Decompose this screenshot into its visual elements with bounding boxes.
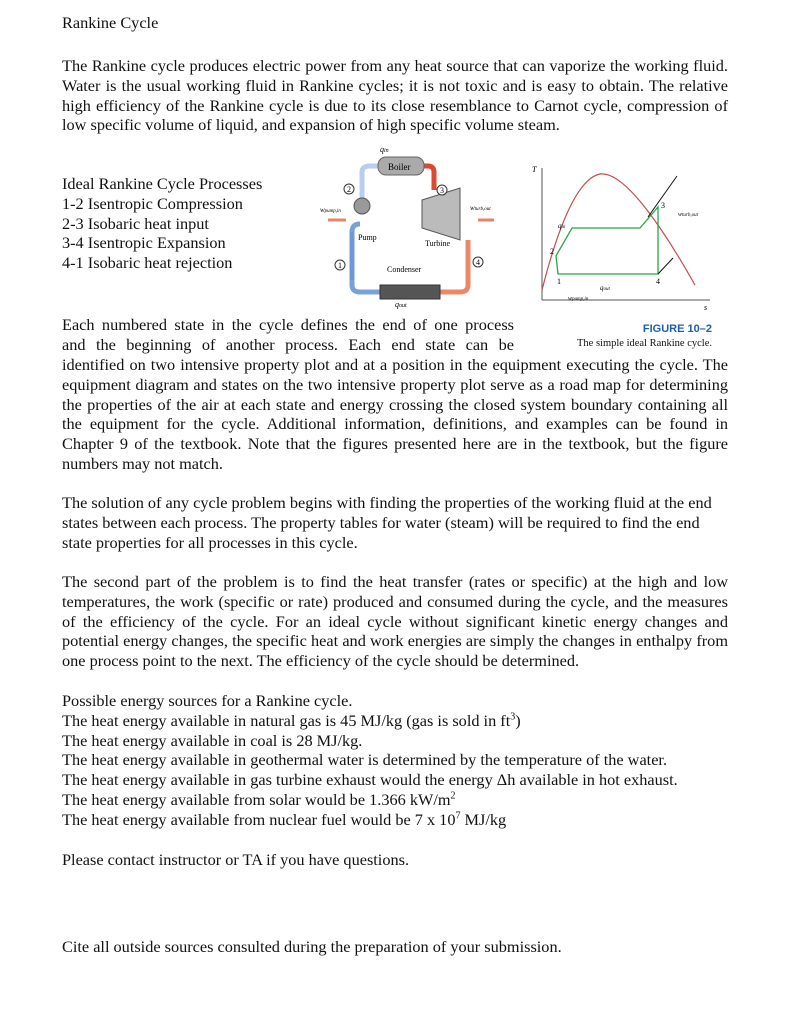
process-item: 1-2 Isentropic Compression [62,193,243,213]
figure-caption: The simple ideal Rankine cycle. [577,338,712,349]
text: The solution of any cycle problem begins with finding the properties of the working fluid at the end states between each process. The property tables for water (steam) will be required to find the end state properties for all processes in this cycle. [62,493,712,552]
svg-text:3: 3 [440,186,444,195]
cycle-path [556,207,658,274]
ts-q-in-label: qin [558,222,566,230]
text-line: Each numbered state in the cycle defines the end of one process [62,315,514,334]
saturation-dome [542,174,695,290]
source-geothermal: The heat energy available in geothermal water is determined by the temperature of the water. [62,750,668,770]
turbine-icon [422,188,460,240]
q-in-label: qin [380,145,389,154]
page-title: Rankine Cycle [62,13,159,32]
ts-diagram [530,160,720,315]
paragraph-states [62,355,728,474]
intro-paragraph [62,56,728,135]
svg-text:1: 1 [557,277,561,286]
pump-icon [354,198,370,214]
process-item: 2-3 Isobaric heat input [62,213,209,233]
source-nuclear: The heat energy available from nuclear fuel would be 7 x $10^7$ MJ/kg [62,809,507,829]
svg-text:2: 2 [347,185,351,194]
source-gas: The heat energy available in natural gas is 45 MJ/kg (gas is sold in $ft^3$) [62,710,521,730]
sources-heading: Possible energy sources for a Rankine cycle. [62,691,353,710]
w-pump-label: wpump,in [320,206,341,214]
condenser-label: Condenser [387,265,422,274]
intro-text: The Rankine cycle produces electric power from any heat source that can vaporize the working fluid. Water is the usual working fluid in Rankine cycles; it is not toxic and is easy to obtain. The relative high efficiency of the Rankine cycle is due to its close resemblance to Carnot cycle, compression of low specific volume of liquid, and expansion of high specific volume steam. [62,56,728,135]
paragraph-second-part [62,572,728,671]
boiler-label: Boiler [388,162,411,172]
source-coal: The heat energy available in coal is 28 MJ/kg. [62,730,363,750]
t-axis-label: T [532,165,537,174]
paragraph-solution [62,493,728,552]
s-axis-label: s [704,303,708,312]
text: The second part of the problem is to find the heat transfer (rates or specific) at the high and low temperatures, the work (specific or rate) produced and consumed during the cycle, and the measures of the efficiency of the cycle. For an ideal cycle without significant kinetic energy changes and potential energy changes, the specific heat and work energies are simply the changes in enthalpy from one process point to the next. The efficiency of the cycle should be determined. [62,572,728,671]
process-list [62,174,302,273]
svg-text:1: 1 [338,261,342,270]
process-item: 3-4 Isentropic Expansion [62,233,226,253]
svg-text:3: 3 [661,201,665,210]
ts-q-out-label: qout [600,284,610,292]
figure-number: FIGURE 10–2 [642,323,712,335]
process-list-heading: Ideal Rankine Cycle Processes [62,174,263,193]
process-item: 4-1 Isobaric heat rejection [62,253,233,273]
w-turb-label: wturb,out [470,204,491,212]
text-line: and the beginning of another process. Each end state can be [62,334,514,354]
svg-text:4: 4 [656,277,660,286]
condenser-icon [380,285,440,299]
contact-note: Please contact instructor or TA if you have questions. [62,850,410,869]
ts-w-turb-label: wturb,out [678,212,698,218]
energy-sources [62,691,728,830]
svg-text:2: 2 [550,247,554,256]
svg-text:4: 4 [476,258,480,267]
source-gas-turbine: The heat energy available in gas turbine exhaust would the energy Δh available in hot exhaust. [62,770,678,790]
pump-label: Pump [358,233,377,242]
q-out-label: qout [395,300,407,309]
citation-note: Cite all outside sources consulted during the preparation of your submission. [62,937,562,956]
equipment-diagram [300,140,515,310]
turbine-label: Turbine [425,239,451,248]
paragraph-states-start [62,315,514,355]
ts-w-pump-label: wpump,in [568,296,589,302]
source-solar: The heat energy available from solar would be 1.366 $kW/m^2$ [62,789,456,809]
text: identified on two intensive property plot and at a position in the equipment executing the cycle. The equipment diagram and states on the two intensive property plot serve as a road map for determining the properties of the air at each state and energy crossing the closed system boundary containing all the equipment for the cycle. Additional information, definitions, and examples can be found in Chapter 9 of the textbook. Note that the figures presented here are in the textbook, but the figure numbers may not match. [62,355,728,473]
